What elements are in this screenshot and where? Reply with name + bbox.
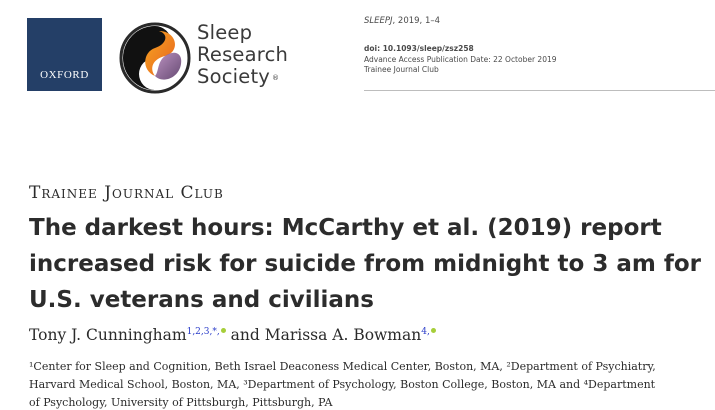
orcid-icon[interactable] — [431, 328, 436, 333]
society-word-sleep: Sleep — [197, 21, 253, 44]
header-divider — [364, 90, 715, 91]
section-label: Trainee Journal Club — [29, 183, 224, 203]
affiliation-line: of Psychology, University of Pittsburgh, Pittsburgh, PA — [29, 396, 333, 409]
author-joiner: and — [225, 326, 265, 344]
title-line: The darkest hours: McCarthy et al. (2019) report — [29, 215, 662, 241]
society-word-society: Society — [197, 65, 271, 88]
trademark-symbol: ® — [272, 74, 280, 82]
journal-meta — [364, 16, 557, 76]
oxford-university-press-logo[interactable] — [27, 18, 102, 91]
sleep-research-society-logo-icon[interactable] — [119, 22, 191, 94]
author-list — [29, 326, 436, 344]
article-title — [29, 210, 709, 318]
journal-citation — [364, 16, 557, 26]
journal-citation-rest: , 2019, 1–4 — [392, 16, 441, 26]
sleep-research-society-wordmark — [197, 22, 288, 89]
article-type: Trainee Journal Club — [364, 65, 439, 74]
affiliations — [29, 358, 709, 410]
oxford-logo-text: OXFORD — [40, 69, 89, 81]
title-line: increased risk for suicide from midnight to 3 am for — [29, 251, 702, 277]
author-name[interactable]: Marissa A. Bowman — [264, 326, 422, 344]
author-affiliation-marks[interactable]: 4, — [421, 327, 430, 337]
society-word-research: Research — [197, 43, 289, 66]
affiliation-line: Harvard Medical School, Boston, MA, ³Department of Psychology, Boston College, Boston, MA and ⁴Department — [29, 378, 656, 391]
title-line: U.S. veterans and civilians — [29, 287, 374, 313]
journal-name: SLEEPJ — [364, 16, 393, 26]
publication-date: Advance Access Publication Date: 22 October 2019 — [364, 54, 557, 64]
affiliation-line: ¹Center for Sleep and Cognition, Beth Israel Deaconess Medical Center, Boston, MA, ²Department of Psychiatry, — [29, 360, 656, 373]
author-affiliation-marks[interactable]: 1,2,3,*, — [186, 327, 220, 337]
author-name[interactable]: Tony J. Cunningham — [29, 326, 187, 344]
doi-link[interactable]: doi: 10.1093/sleep/zsz258 — [364, 44, 474, 53]
